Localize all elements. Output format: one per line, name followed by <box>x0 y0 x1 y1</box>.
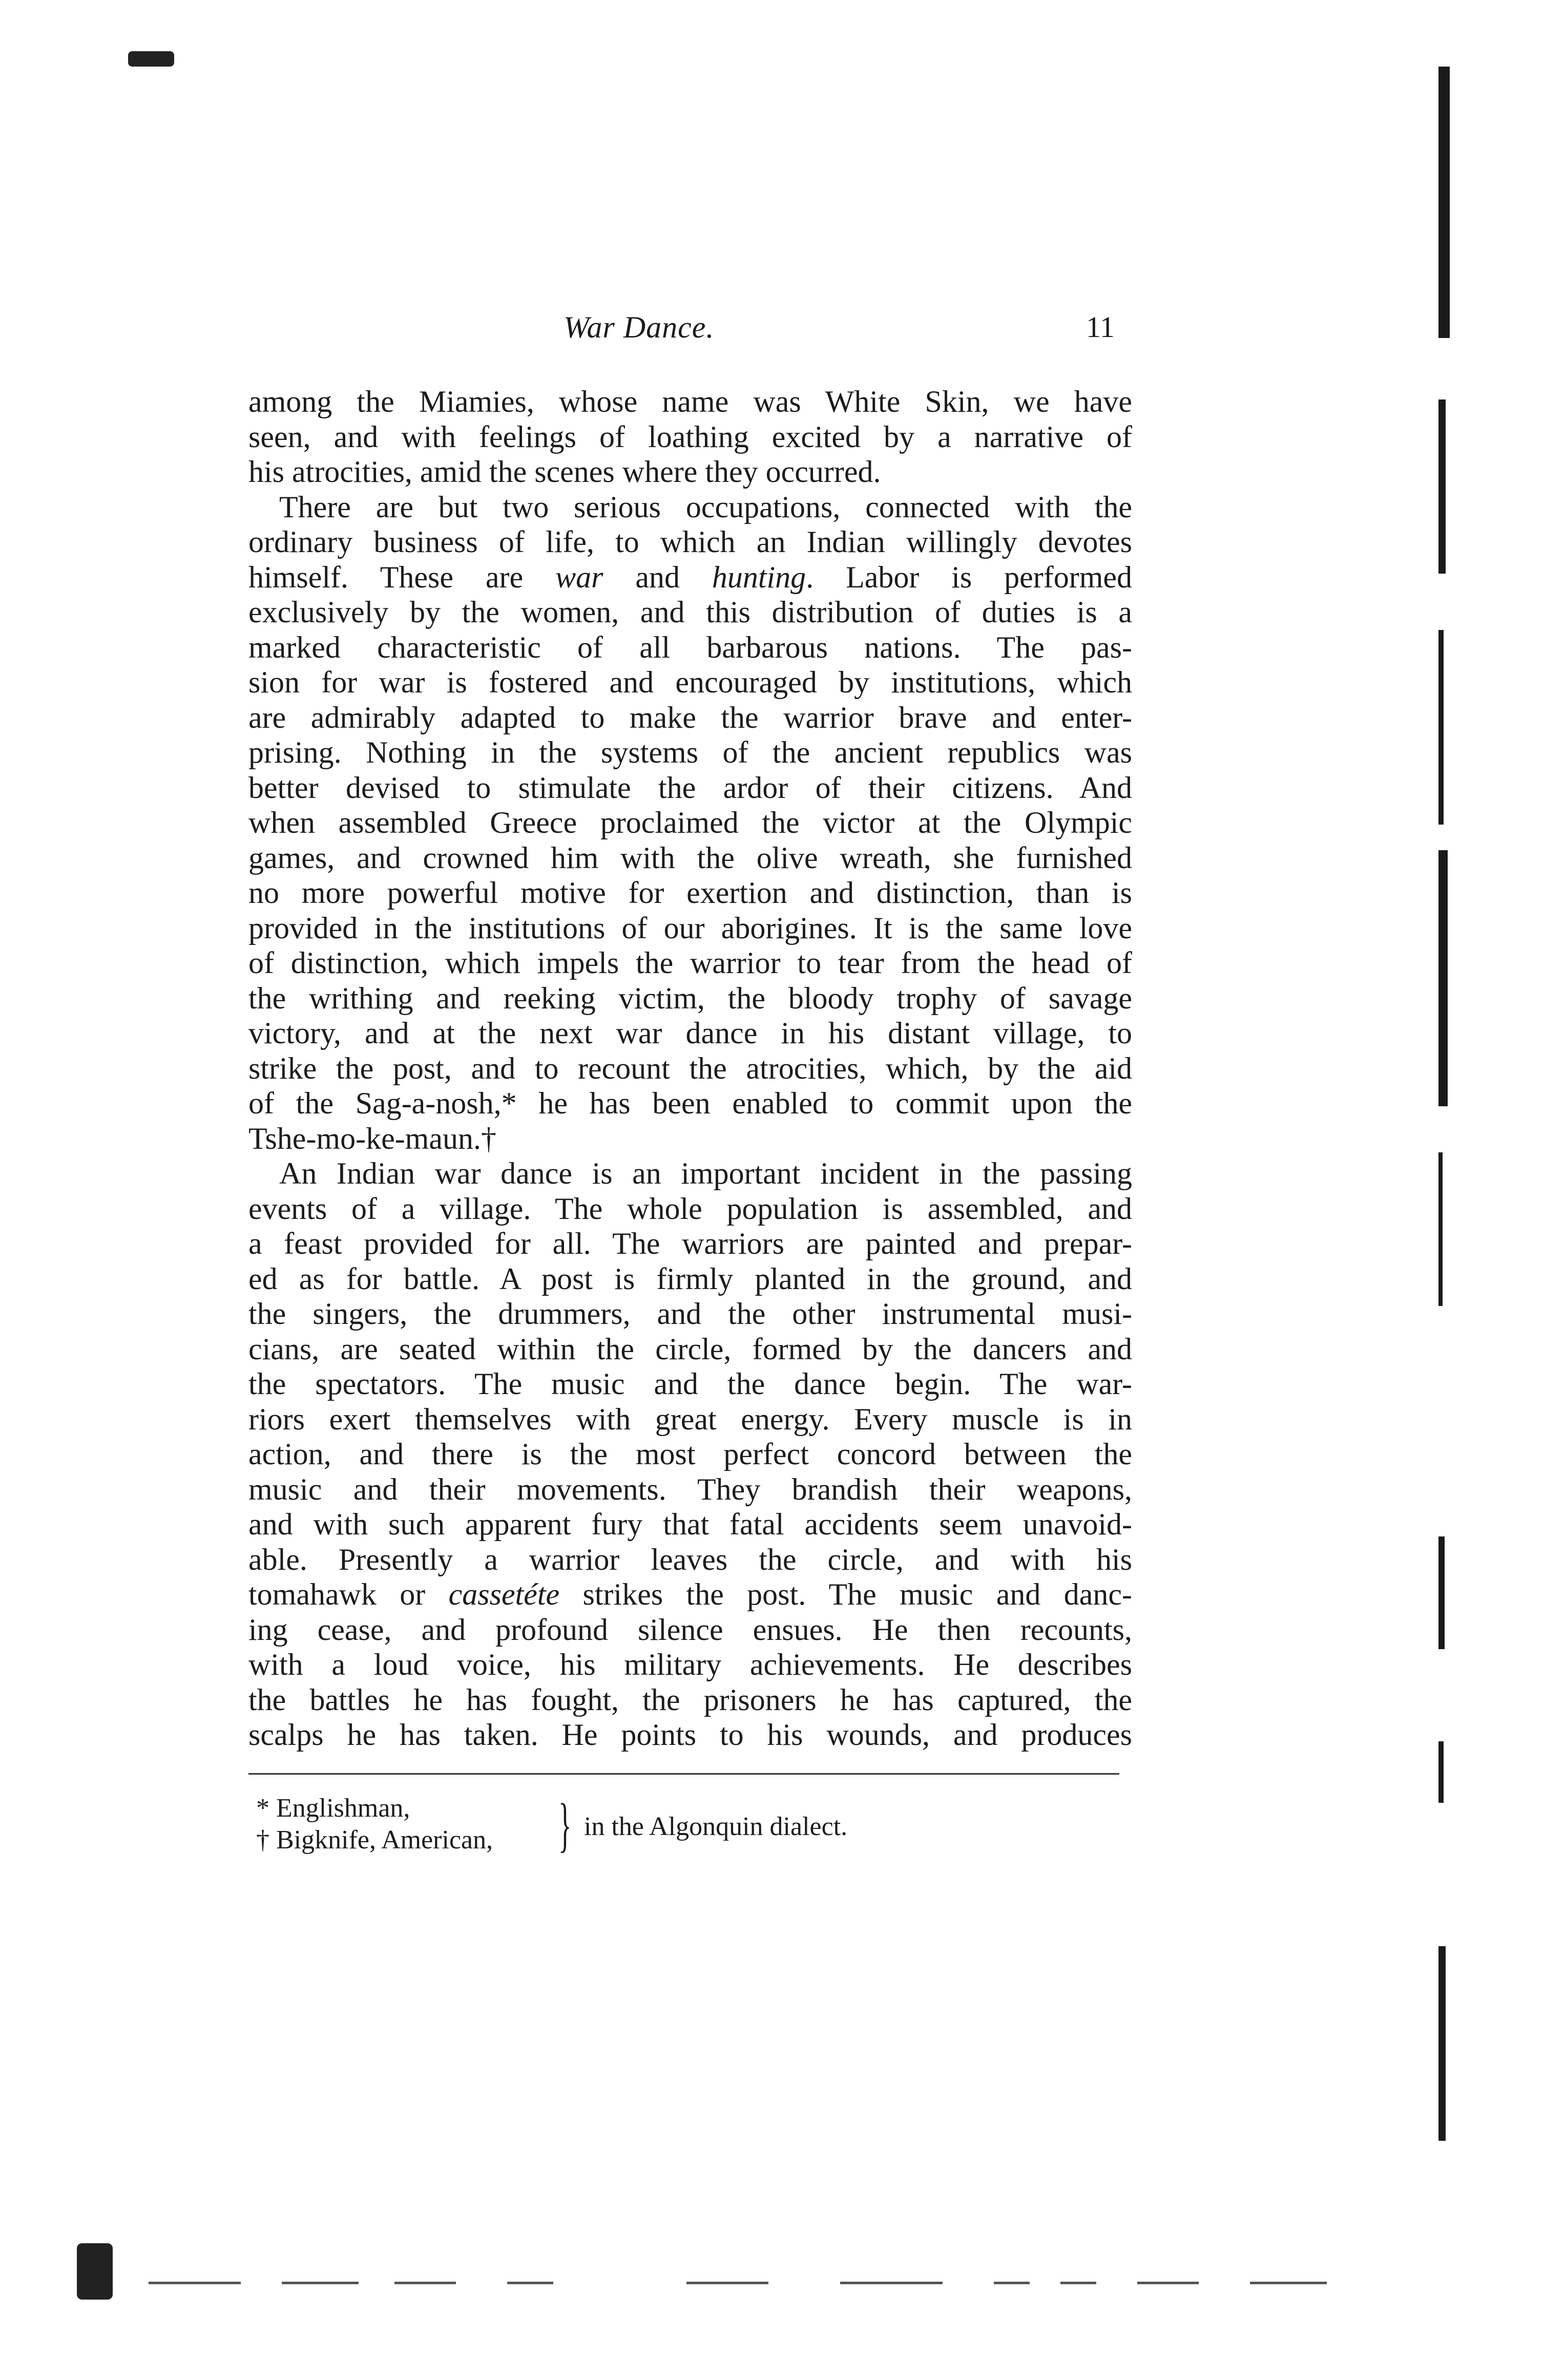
text-line: prising. Nothing in the systems of the ancient republics was <box>248 735 1132 769</box>
text-line: are admirably adapted to make the warrior brave and enter- <box>248 700 1132 734</box>
text-line: ordinary business of life, to which an Indian willingly devotes <box>248 525 1132 559</box>
text-line: the battles he has fought, the prisoners he has captured, the <box>248 1682 1132 1717</box>
footnote-dialect-note: in the Algonquin dialect. <box>584 1812 848 1841</box>
text-line: seen, and with feelings of loathing excited by a narrative of <box>248 419 1132 454</box>
footnote-bigknife: † Bigknife, American, <box>256 1825 493 1855</box>
text-line: music and their movements. They brandish their weapons, <box>248 1472 1132 1506</box>
text-line: provided in the institutions of our aborigines. It is the same love <box>248 911 1132 945</box>
text-line: victory, and at the next war dance in his distant village, to <box>248 1016 1132 1050</box>
text-line: exclusively by the women, and this distribution of duties is a <box>248 595 1132 629</box>
text-line: There are but two serious occupations, connected with the <box>279 490 1132 524</box>
binding-shadow <box>1429 51 1460 2243</box>
text-line: and with such apparent fury that fatal accidents seem unavoid- <box>248 1507 1132 1541</box>
footnote-englishman: * Englishman, <box>256 1794 410 1823</box>
italic-word: war <box>555 560 603 594</box>
scan-speck-top-left <box>128 51 174 67</box>
text-line: strike the post, and to recount the atrocities, which, by the aid <box>248 1051 1132 1085</box>
text-line: himself. These are war and hunting. Labor is performed <box>248 560 1133 594</box>
body-text <box>248 384 1132 1753</box>
text-line: events of a village. The whole population is assembled, and <box>248 1191 1132 1226</box>
footnote-separator <box>248 1773 1119 1775</box>
italic-word: hunting <box>712 560 806 594</box>
footnotes <box>256 1791 848 1858</box>
italic-word: cassetéte <box>448 1577 560 1611</box>
running-title: War Dance. <box>564 310 715 344</box>
text-line: sion for war is fostered and encouraged by institutions, which <box>248 665 1132 699</box>
text-line: the writhing and reeking victim, the bloody trophy of savage <box>248 981 1132 1015</box>
text-line: his atrocities, amid the scenes where they occurred. <box>248 455 881 489</box>
bottom-edge-marks <box>149 2282 1368 2287</box>
text-line: no more powerful motive for exertion and distinction, than is <box>248 876 1132 910</box>
text-line: cians, are seated within the circle, formed by the dancers and <box>248 1332 1132 1366</box>
scan-speck-bottom-left <box>77 2243 113 2300</box>
text-line: scalps he has taken. He points to his wounds, and produces <box>248 1718 1132 1752</box>
text-line: able. Presently a warrior leaves the circle, and with his <box>248 1542 1132 1576</box>
text-line: An Indian war dance is an important incident in the passing <box>279 1156 1132 1190</box>
text-line: Tshe-mo-ke-maun.† <box>248 1121 496 1155</box>
text-line: a feast provided for all. The warriors are painted and prepar- <box>248 1227 1132 1260</box>
text-line: of distinction, which impels the warrior to tear from the head of <box>248 946 1132 980</box>
text-line: games, and crowned him with the olive wreath, she furnished <box>248 840 1132 875</box>
text-line: ing cease, and profound silence ensues. He then recounts, <box>248 1612 1132 1647</box>
text-line: riors exert themselves with great energy. Every muscle is in <box>248 1402 1132 1436</box>
text-line: action, and there is the most perfect concord between the <box>248 1437 1132 1471</box>
page-number: 11 <box>1086 310 1115 344</box>
text-line: when assembled Greece proclaimed the victor at the Olympic <box>248 806 1132 839</box>
text-line: with a loud voice, his military achievements. He describes <box>248 1648 1132 1681</box>
text-line: tomahawk or cassetéte strikes the post. The music and danc- <box>248 1577 1132 1611</box>
text-line: of the Sag-a-nosh,* he has been enabled to commit upon the <box>248 1086 1132 1120</box>
text-line: marked characteristic of all barbarous nations. The pas- <box>248 630 1132 664</box>
text-line: better devised to stimulate the ardor of their citizens. And <box>248 770 1132 805</box>
text-line: among the Miamies, whose name was White Skin, we have <box>248 385 1132 418</box>
text-line: the spectators. The music and the dance begin. The war- <box>248 1367 1132 1401</box>
text-line: ed as for battle. A post is firmly planted in the ground, and <box>248 1261 1132 1296</box>
footnote-brace: } <box>558 1791 572 1858</box>
text-line: the singers, the drummers, and the other instrumental musi- <box>248 1297 1132 1331</box>
